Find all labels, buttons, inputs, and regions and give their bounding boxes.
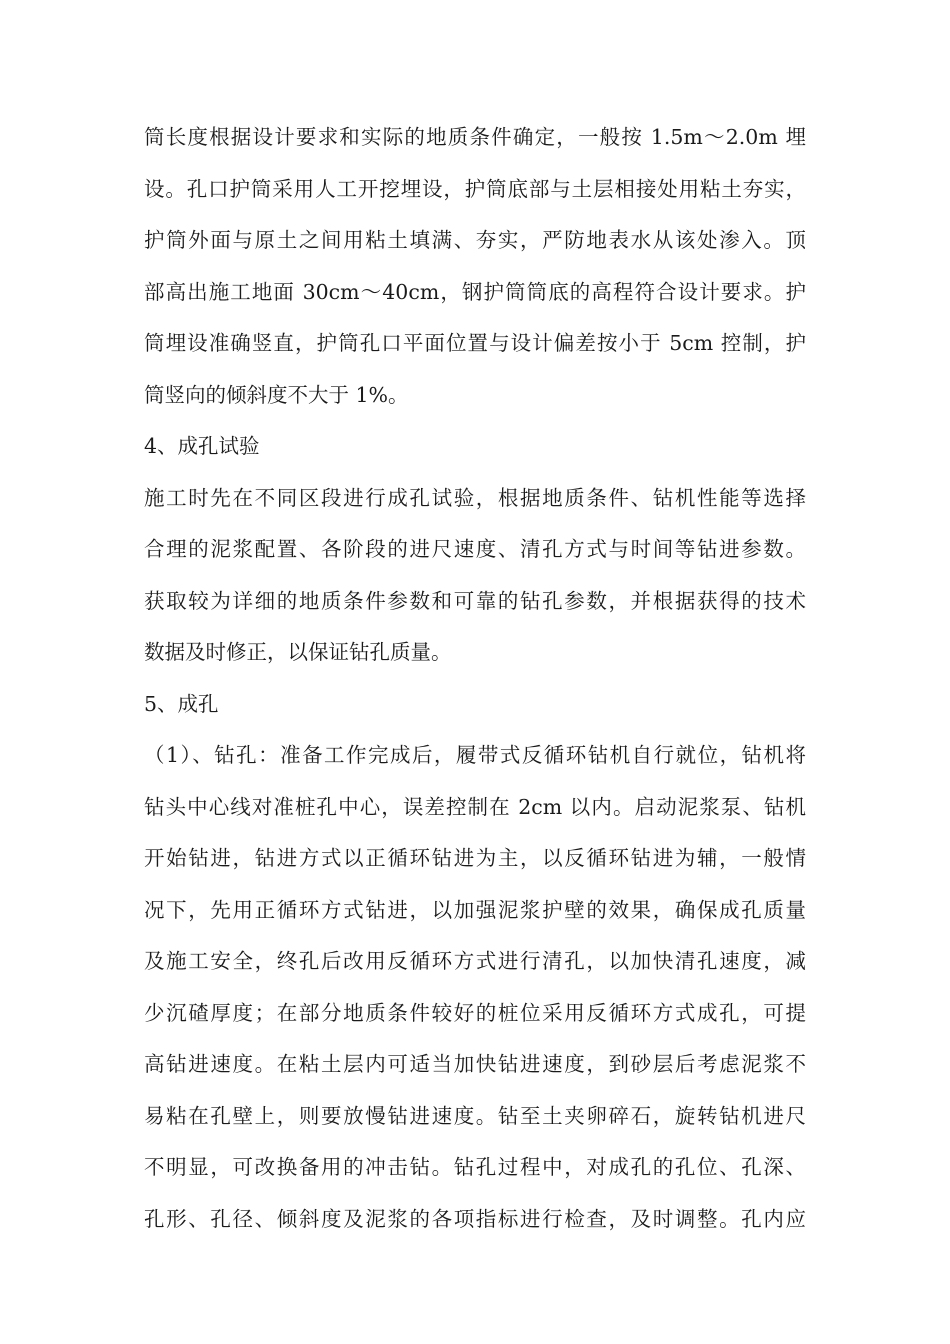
text-line-5: 筒埋设准确竖直，护筒孔口平面位置与设计偏差按小于 5cm 控制，护	[144, 331, 806, 355]
text-line-2: 设。孔口护筒采用人工开挖埋设，护筒底部与土层相接处用粘土夯实，	[144, 176, 806, 201]
text-line-13: （1）、钻孔：准备工作完成后，履带式反循环钻机自行就位，钻机将	[144, 743, 806, 767]
text-line-8: 施工时先在不同区段进行成孔试验，根据地质条件、钻机性能等选择	[144, 485, 806, 510]
section-heading-4: 4、成孔试验	[144, 434, 260, 458]
text-line-6: 筒竖向的倾斜度不大于 1%。	[144, 382, 409, 407]
text-line-9: 合理的泥浆配置、各阶段的进尺速度、清孔方式与时间等钻进参数。	[144, 537, 806, 561]
text-line-21: 不明显，可改换备用的冲击钻。钻孔过程中，对成孔的孔位、孔深、	[144, 1155, 806, 1179]
text-line-1: 筒长度根据设计要求和实际的地质条件确定，一般按 1.5m～2.0m 埋	[144, 125, 806, 149]
text-line-22: 孔形、孔径、倾斜度及泥浆的各项指标进行检查，及时调整。孔内应	[144, 1206, 806, 1231]
text-line-20: 易粘在孔壁上，则要放慢钻进速度。钻至土夹卵碎石，旋转钻机进尺	[144, 1103, 806, 1128]
text-line-16: 况下，先用正循环方式钻进，以加强泥浆护壁的效果，确保成孔质量	[144, 897, 806, 922]
text-line-18: 少沉碴厚度；在部分地质条件较好的桩位采用反循环方式成孔，可提	[144, 1000, 806, 1025]
text-line-15: 开始钻进，钻进方式以正循环钻进为主，以反循环钻进为辅，一般情	[144, 846, 806, 870]
text-line-17: 及施工安全，终孔后改用反循环方式进行清孔，以加快清孔速度，减	[144, 949, 806, 973]
section-heading-5: 5、成孔	[144, 691, 219, 716]
text-line-11: 数据及时修正，以保证钻孔质量。	[144, 640, 452, 664]
text-line-3: 护筒外面与原土之间用粘土填满、夯实，严防地表水从该处渗入。顶	[144, 228, 806, 252]
text-line-4: 部高出施工地面 30cm～40cm，钢护筒筒底的高程符合设计要求。护	[144, 279, 806, 304]
text-line-19: 高钻进速度。在粘土层内可适当加快钻进速度，到砂层后考虑泥浆不	[144, 1052, 806, 1076]
body-text	[144, 112, 806, 1245]
text-line-10: 获取较为详细的地质条件参数和可靠的钻孔参数，并根据获得的技术	[144, 588, 806, 613]
text-line-14: 钻头中心线对准桩孔中心，误差控制在 2cm 以内。启动泥浆泵、钻机	[144, 794, 806, 819]
